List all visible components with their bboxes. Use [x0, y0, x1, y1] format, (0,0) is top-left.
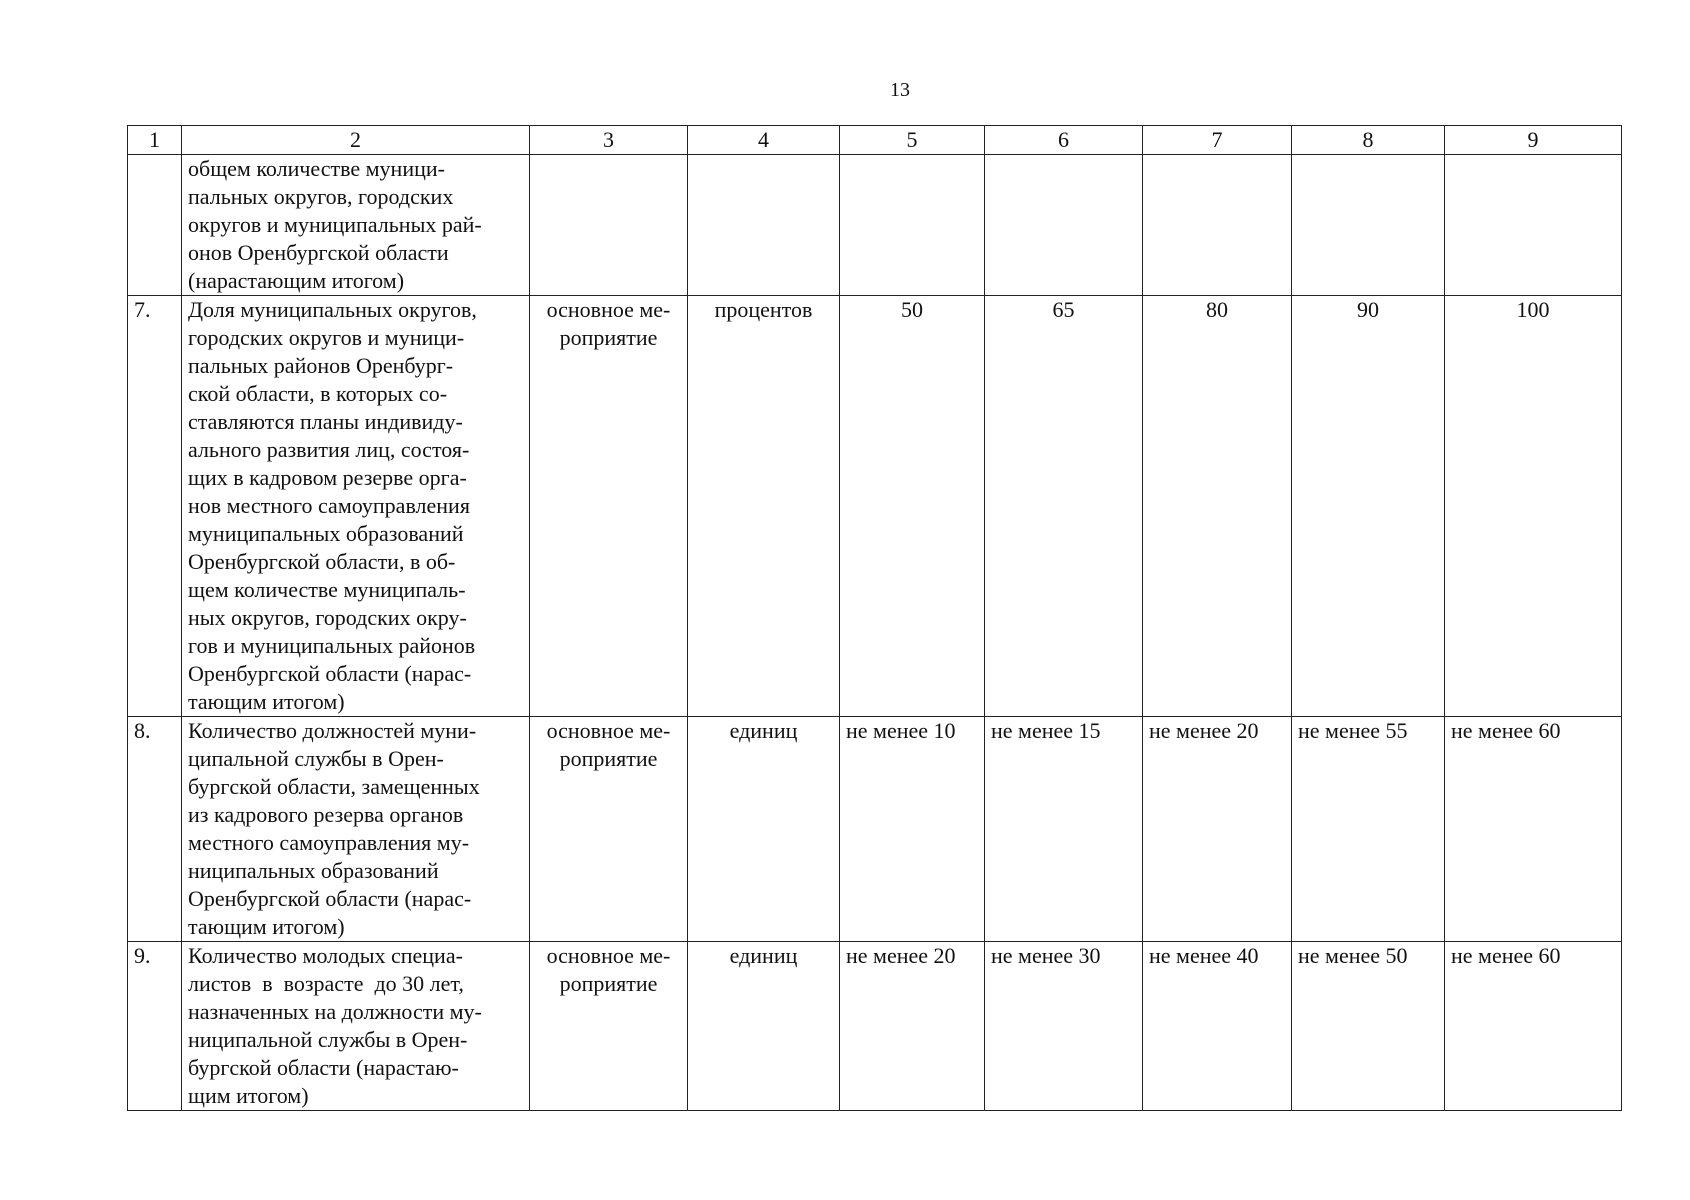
text-line: основное ме-: [546, 943, 671, 968]
column-header: 4: [688, 126, 840, 155]
text-line: тающим итогом): [188, 689, 345, 714]
value-cell: [1143, 155, 1292, 296]
text-line: Оренбургской области (нарас-: [188, 661, 472, 686]
text-line: основное ме-: [546, 718, 671, 743]
text-line: пальных районов Оренбург-: [188, 353, 454, 378]
measure-type: [530, 942, 688, 1111]
column-header: 6: [985, 126, 1143, 155]
value-cell: не менее 40: [1143, 942, 1292, 1111]
value-cell: 80: [1143, 296, 1292, 717]
table-row: [128, 942, 1622, 1111]
text-line: Доля муниципальных округов,: [188, 297, 477, 322]
table-row: [128, 296, 1622, 717]
row-number: 8.: [128, 717, 182, 942]
text-line: бургской области, замещенных: [188, 774, 480, 799]
column-header: 8: [1292, 126, 1445, 155]
measure-type: [530, 717, 688, 942]
unit: единиц: [688, 942, 840, 1111]
indicator-name: [182, 717, 530, 942]
text-line: ципальной службы в Орен-: [188, 746, 444, 771]
text-line: Оренбургской области (нарас-: [188, 886, 472, 911]
text-line: ниципальной службы в Орен-: [188, 1027, 468, 1052]
column-header: 2: [182, 126, 530, 155]
table-row: [128, 155, 1622, 296]
value-cell: [985, 155, 1143, 296]
unit: [688, 155, 840, 296]
column-header: 1: [128, 126, 182, 155]
text-line: общем количестве муници-: [188, 156, 445, 181]
value-cell: не менее 20: [1143, 717, 1292, 942]
text-line: Оренбургской области, в об-: [188, 549, 456, 574]
text-line: ской области, в которых со-: [188, 381, 448, 406]
text-line: городских округов и муници-: [188, 325, 465, 350]
page-number: 13: [890, 79, 910, 101]
value-cell: не менее 15: [985, 717, 1143, 942]
text-line: (нарастающим итогом): [188, 268, 405, 293]
text-line: щим итогом): [188, 1083, 309, 1108]
row-number: [128, 155, 182, 296]
value-cell: [1292, 155, 1445, 296]
text-line: гов и муниципальных районов: [188, 633, 476, 658]
unit: единиц: [688, 717, 840, 942]
column-header: 5: [840, 126, 985, 155]
value-cell: не менее 60: [1445, 942, 1622, 1111]
text-line: роприятие: [559, 325, 658, 350]
value-cell: не менее 50: [1292, 942, 1445, 1111]
text-line: ального развития лиц, состоя-: [188, 437, 470, 462]
measure-type: [530, 296, 688, 717]
row-number: 9.: [128, 942, 182, 1111]
text-line: ставляются планы индивиду-: [188, 409, 463, 434]
text-line: роприятие: [559, 971, 658, 996]
indicators-table: [127, 125, 1622, 1111]
column-header: 3: [530, 126, 688, 155]
text-line: основное ме-: [546, 297, 671, 322]
text-line: округов и муниципальных рай-: [188, 212, 482, 237]
text-line: Количество должностей муни-: [188, 718, 477, 743]
text-line: нов местного самоуправления: [188, 493, 470, 518]
text-line: онов Оренбургской области: [188, 240, 449, 265]
text-line: тающим итогом): [188, 914, 345, 939]
column-header: 9: [1445, 126, 1622, 155]
value-cell: не менее 20: [840, 942, 985, 1111]
value-cell: [840, 155, 985, 296]
indicator-name: [182, 155, 530, 296]
value-cell: 50: [840, 296, 985, 717]
value-cell: 65: [985, 296, 1143, 717]
text-line: Количество молодых специа-: [188, 943, 463, 968]
value-cell: 100: [1445, 296, 1622, 717]
value-cell: не менее 55: [1292, 717, 1445, 942]
value-cell: 90: [1292, 296, 1445, 717]
text-line: назначенных на должности му-: [188, 999, 482, 1024]
value-cell: не менее 30: [985, 942, 1143, 1111]
row-number: 7.: [128, 296, 182, 717]
value-cell: не менее 10: [840, 717, 985, 942]
value-cell: не менее 60: [1445, 717, 1622, 942]
text-line: пальных округов, городских: [188, 184, 454, 209]
indicator-name: [182, 296, 530, 717]
text-line: листов в возрасте до 30 лет,: [188, 971, 464, 996]
unit: процентов: [688, 296, 840, 717]
text-line: из кадрового резерва органов: [188, 802, 464, 827]
text-line: местного самоуправления му-: [188, 830, 470, 855]
text-line: ниципальных образований: [188, 858, 439, 883]
measure-type: [530, 155, 688, 296]
value-cell: [1445, 155, 1622, 296]
header-row: [128, 126, 1622, 155]
text-line: щих в кадровом резерве орга-: [188, 465, 467, 490]
indicator-name: [182, 942, 530, 1111]
text-line: ных округов, городских окру-: [188, 605, 467, 630]
table-row: [128, 717, 1622, 942]
column-header: 7: [1143, 126, 1292, 155]
text-line: бургской области (нарастаю-: [188, 1055, 459, 1080]
text-line: щем количестве муниципаль-: [188, 577, 466, 602]
text-line: муниципальных образований: [188, 521, 464, 546]
text-line: роприятие: [559, 746, 658, 771]
